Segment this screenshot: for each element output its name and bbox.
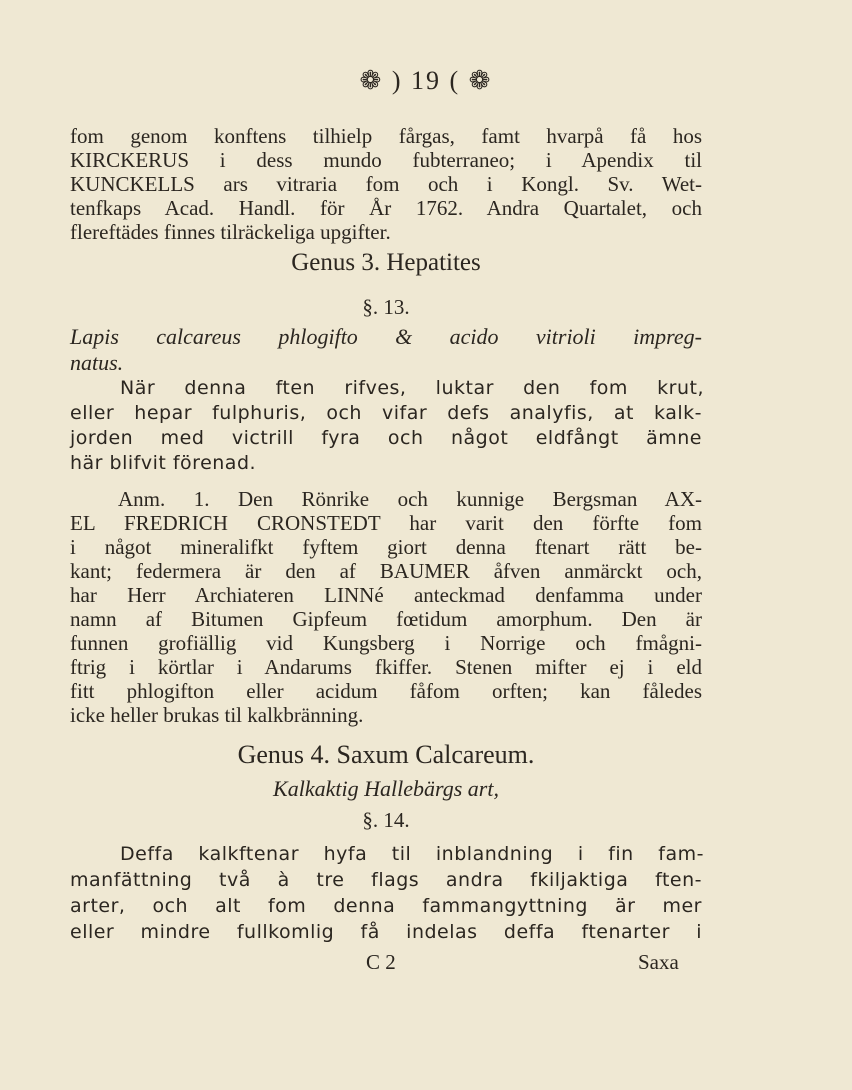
specimen-title: Lapis calcareus phlogifto & acido vitrioli impreg- <box>70 324 702 349</box>
section-heading: Genus 4. Saxum Calcareum. <box>237 740 535 769</box>
text-line: Deffa kalkftenar hyfa til inblandning i fin fam- <box>120 843 704 865</box>
signature-mark: C 2 <box>366 950 396 974</box>
text-line: eller mindre fullkomlig få indelas deffa ftenarter i <box>70 921 702 943</box>
note-line: fitt phlogifton eller acidum fåfom orften; kan fåledes <box>70 679 702 703</box>
right-ornament: ❁ <box>468 66 493 95</box>
text-line: KUNCKELLS ars vitraria fom och i Kongl. Sv. Wet- <box>70 172 702 196</box>
paragraph-number: §. 13. <box>362 295 410 319</box>
specimen-title-cont: natus. <box>70 350 124 375</box>
note-line: i något mineralifkt fyftem giort denna ftenart rätt be- <box>70 535 702 559</box>
note-line: funnen grofiällig vid Kungsberg i Norrige och fmågni- <box>70 631 702 655</box>
text-line: flereftädes finnes tilräckeliga upgifter. <box>70 220 391 244</box>
catchword: Saxa <box>638 950 679 974</box>
note-line: icke heller brukas til kalkbränning. <box>70 703 364 727</box>
text-line: tenfkaps Acad. Handl. för År 1762. Andra Quartalet, och <box>70 196 702 220</box>
text-line: arter, och alt fom denna fammangyttning är mer <box>70 895 702 917</box>
note-line: ftrig i körtlar i Andarums fkiffer. Stenen mifter ej i eld <box>70 655 702 679</box>
note-line: kant; federmera är den af BAUMER åfven anmärckt och, <box>70 559 702 583</box>
section-subtitle: Kalkaktig Hallebärgs art, <box>273 776 499 801</box>
text-line: här blifvit förenad. <box>70 452 257 474</box>
text-line: jorden med victrill fyra och något eldfångt ämne <box>70 427 702 449</box>
left-ornament: ❁ <box>359 66 384 95</box>
text-line: eller hepar fulphuris, och vifar defs analyfis, at kalk- <box>70 402 702 424</box>
text-line: fom genom konftens tilhielp fårgas, famt hvarpå få hos <box>70 124 702 148</box>
page-header <box>0 66 852 96</box>
note-line: har Herr Archiateren LINNé anteckmad denfamma under <box>70 583 702 607</box>
text-line: När denna ften rifves, luktar den fom krut, <box>120 377 704 399</box>
note-line: Anm. 1. Den Rönrike och kunnige Bergsman AX- <box>118 487 702 511</box>
note-line: namn af Bitumen Gipfeum fœtidum amorphum. Den är <box>70 607 702 631</box>
paragraph-number: §. 14. <box>362 808 410 832</box>
text-line: manfättning två à tre flags andra fkiljaktiga ften- <box>70 869 702 891</box>
note-line: EL FREDRICH CRONSTEDT har varit den förfte fom <box>70 511 702 535</box>
text-line: KIRCKERUS i dess mundo fubterraneo; i Apendix til <box>70 148 702 172</box>
section-heading: Genus 3. Hepatites <box>291 249 481 276</box>
page-number: ) 19 ( <box>391 66 461 95</box>
